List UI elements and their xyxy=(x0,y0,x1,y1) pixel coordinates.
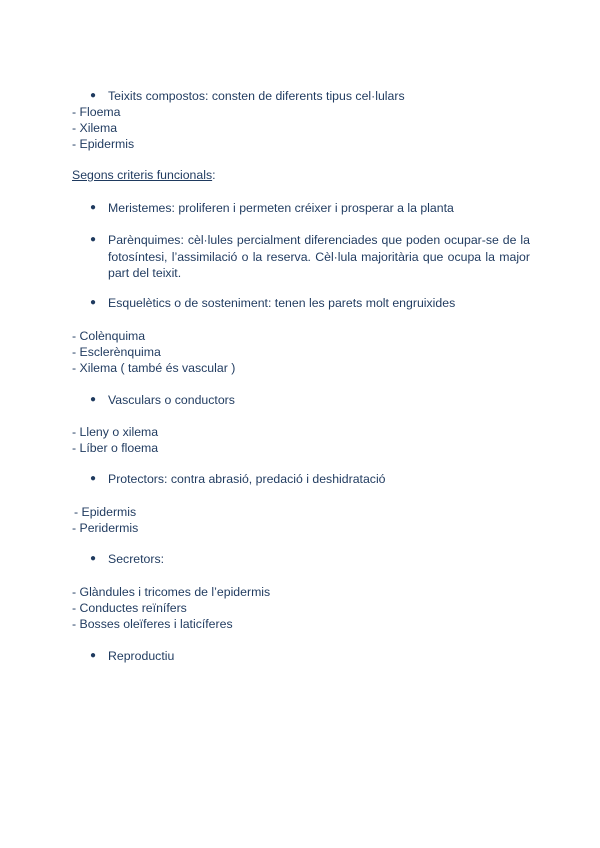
dash-item-esclerenquima: - Esclerènquima xyxy=(72,345,161,359)
bullet-text: Meristemes: proliferen i permeten créixer i prosperar a la planta xyxy=(108,201,454,215)
bullet-text: Esquelètics o de sosteniment: tenen les parets molt engruixides xyxy=(108,296,456,310)
bullet-text: Secretors: xyxy=(108,552,165,566)
bullet-text: Reproductiu xyxy=(108,649,175,663)
bullet-item-teixits-compostos xyxy=(90,88,530,105)
bullet-dot: ● xyxy=(90,297,97,308)
bullet-text: Teixits compostos: consten de diferents tipus cel·lulars xyxy=(108,89,405,103)
dash-item-peridermis: - Peridermis xyxy=(72,521,139,535)
dash-item-epidermis: - Epidermis xyxy=(72,137,135,151)
bullet-item-esqueletics xyxy=(90,295,530,312)
bullet-text: Protectors: contra abrasió, predació i deshidratació xyxy=(108,472,386,486)
bullet-item-vasculars xyxy=(90,392,530,409)
heading-text: Segons criteris funcionals xyxy=(72,168,213,182)
bullet-dot: ● xyxy=(90,90,97,101)
bullet-dot: ● xyxy=(90,650,97,661)
dash-item-colenquima: - Colènquima xyxy=(72,329,146,343)
bullet-item-meristemes xyxy=(90,200,530,217)
bullet-text: Vasculars o conductors xyxy=(108,393,235,407)
bullet-dot: ● xyxy=(90,394,97,405)
bullet-dot: ● xyxy=(90,202,97,213)
dash-item-floema: - Floema xyxy=(72,105,121,119)
dash-item-bosses: - Bosses oleïferes i laticíferes xyxy=(72,617,233,631)
dash-item-conductes: - Conductes reïnífers xyxy=(72,601,187,615)
bullet-item-parenquimes xyxy=(90,232,530,282)
bullet-item-reproductiu xyxy=(90,648,530,665)
bullet-item-secretors xyxy=(90,551,530,568)
bullet-item-protectors xyxy=(90,471,530,488)
dash-item-glandules: - Glàndules i tricomes de l’epidermis xyxy=(72,585,271,599)
bullet-dot: ● xyxy=(90,234,97,245)
dash-item-lleny: - Lleny o xilema xyxy=(72,425,159,439)
bullet-dot: ● xyxy=(90,553,97,564)
heading-suffix: : xyxy=(212,168,216,182)
dash-item-xilema-vascular: - Xilema ( també és vascular ) xyxy=(72,361,236,375)
bullet-text: Parènquimes: cèl·lules percialment diferenciades que poden ocupar-se de la fotosíntesi, l’assimilació o la reserva. Cèl·lula majoritària que ocupa la major part del teixit. xyxy=(108,233,530,280)
dash-item-xilema: - Xilema xyxy=(72,121,118,135)
section-heading-funcionals xyxy=(72,167,216,183)
dash-item-liber: - Líber o floema xyxy=(72,441,159,455)
dash-item-epidermis-protector: - Epidermis xyxy=(74,505,137,519)
bullet-dot: ● xyxy=(90,473,97,484)
